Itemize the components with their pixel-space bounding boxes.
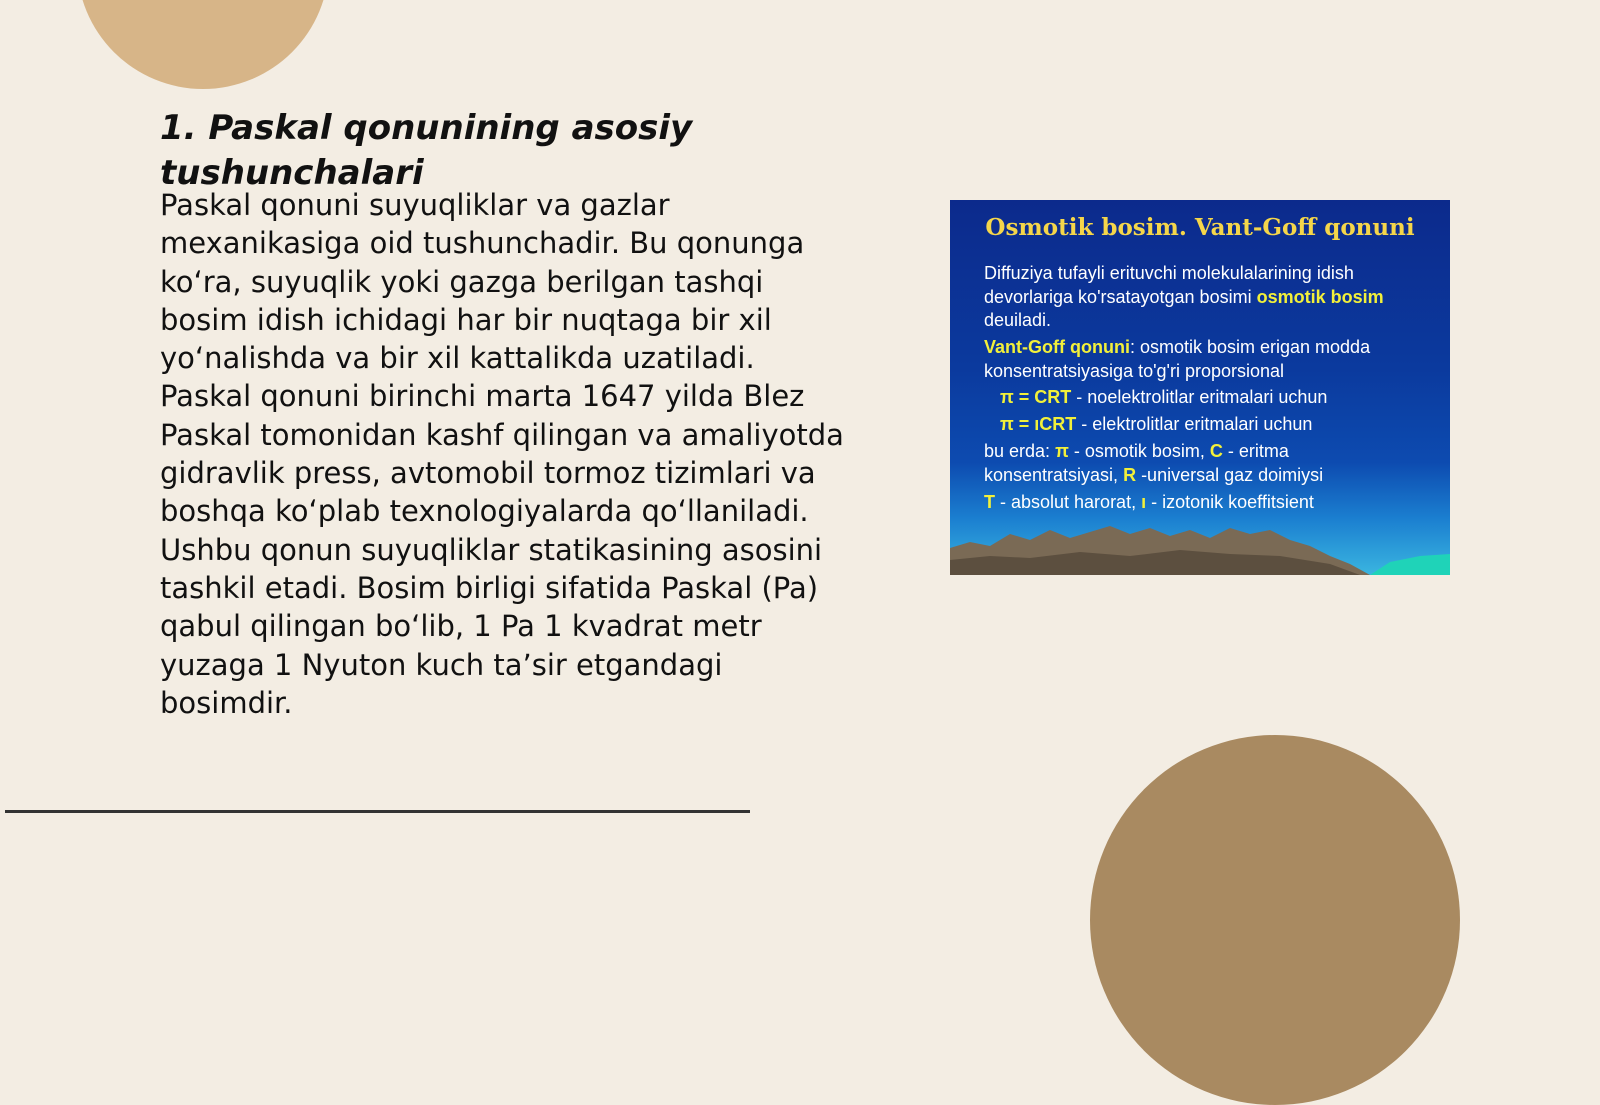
formula-line: π = ıCRT - elektrolitlar eritmalari uchun (1000, 414, 1313, 434)
formula: π = ıCRT (1000, 414, 1077, 434)
image-line: Vant-Goff qonuni: osmotik bosim erigan modda (984, 337, 1371, 357)
image-line: bu erda: π - osmotik bosim, C - eritma (984, 441, 1289, 461)
image-line: deuiladi. (984, 310, 1052, 330)
formula: π = CRT (1000, 387, 1072, 407)
mountains-graphic (950, 520, 1450, 575)
osmotic-pressure-image (950, 200, 1450, 575)
decorative-circle-bottom (1090, 735, 1460, 1105)
divider-line (5, 810, 750, 813)
image-line: T - absolut harorat, ı - izotonik koeffitsient (984, 492, 1314, 512)
highlight-term: osmotik bosim (1256, 287, 1384, 307)
highlight-term: Vant-Goff qonuni (984, 337, 1130, 357)
image-title: Osmotik bosim. Vant-Goff qonuni (985, 214, 1415, 241)
image-line: devorlariga ko'rsatayotgan bosimi osmotik bosim (984, 287, 1384, 307)
decorative-circle-top (77, 0, 329, 89)
formula-line: π = CRT - noelektrolitlar eritmalari uchun (1000, 387, 1328, 407)
slide-title: 1. Paskal qonunining asosiy tushunchalari (160, 108, 693, 193)
image-line: Diffuziya tufayli erituvchi molekulalarining idish (984, 263, 1354, 283)
image-line: konsentratsiyasi, R -universal gaz doimiysi (984, 465, 1324, 485)
image-line: konsentratsiyasiga to'g'ri proporsional (984, 361, 1285, 381)
slide-body-text: Paskal qonuni suyuqliklar va gazlar mexanikasiga oid tushunchadir. Bu qonunga ko‘ra, suyuqlik yoki gazga berilgan tashqi bosim idish ichidagi har bir nuqtaga bir xil yo‘nalishda va bir xil kattalikda uzatiladi. Paskal qonuni birinchi marta 1647 yilda Blez Paskal tomonidan kashf qilingan va amaliyotda gidravlik press, avtomobil tormoz tizimlari va boshqa ko‘plab texnologiyalarda qo‘llaniladi. Ushbu qonun suyuqliklar statikasining asosini tashkil etadi. Bosim birligi sifatida Paskal (Pa) qabul qilingan bo‘lib, 1 Pa 1 kvadrat metr yuzaga 1 Nyuton kuch ta’sir etgandagi bosimdir. (160, 188, 844, 720)
